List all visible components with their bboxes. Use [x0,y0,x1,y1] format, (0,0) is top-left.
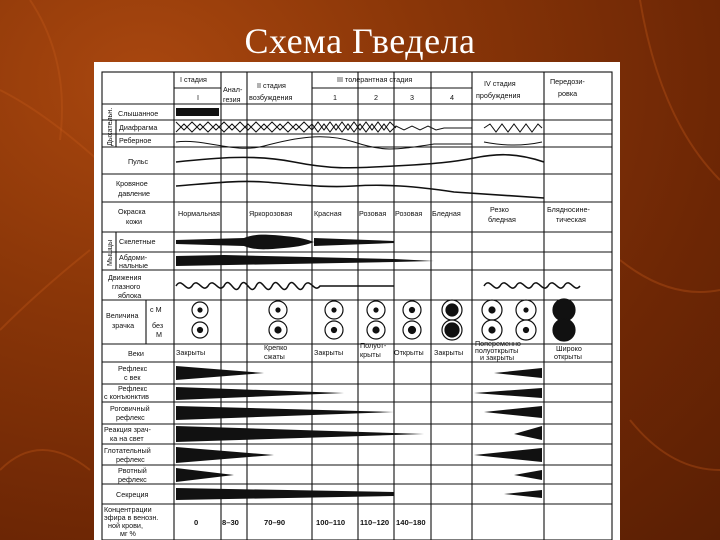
row-label-ribs: Реберное [119,136,152,145]
header-overdose-b: ровка [558,89,578,98]
header-stage4-b: пробуждения [476,91,521,100]
skeletal-muscle-bar [176,235,314,250]
light-reflex-wedge [176,426,424,442]
row-label-pupil-b: зрачка [112,321,135,330]
conj-reflex-return [474,388,542,398]
row-label-eye-c: яблока [118,291,142,300]
header-anal: Анал- [223,85,243,94]
row-label-conc-a: Концентрации [104,505,152,514]
conj-reflex-wedge [176,387,344,400]
lid-value-6: Открыты [394,348,424,357]
header-stage3-level-1: 1 [333,93,337,102]
row-label-skeletal: Скелетные [119,237,156,246]
row-label-lid-reflex-b: с век [124,373,141,382]
conc-value-0: 0 [194,518,199,527]
skin-value-1: Яркорозовая [249,209,293,218]
row-label-cough-a: Роговичный [110,404,150,413]
header-stage1-num: I [197,93,199,102]
row-label-pupil-with: с М [150,305,162,314]
row-label-pulse: Пульс [128,157,149,166]
lid-value-5: крыты [360,350,381,359]
conc-value-3: 100–110 [316,518,346,527]
lid-value-9: полуоткрыты [475,346,519,355]
lid-reflex-return [494,368,542,378]
row-label-swallow-a: Глотательный [104,446,151,455]
lid-value-4: Полуот- [360,341,387,350]
secretion-return [504,490,542,498]
header-stage3-level-4: 4 [450,93,454,102]
gvedel-scheme-table [94,62,620,540]
respiration-waves [176,122,542,149]
skin-value-9: тическая [556,215,586,224]
vomit-reflex-wedge [176,468,234,482]
lid-reflex-wedge [176,366,264,380]
row-label-light-b: ка на свет [110,434,144,443]
header-stage1: I стадия [180,75,207,84]
row-label-lid-reflex-a: Рефлекс [118,364,148,373]
vomit-reflex-return [514,470,542,480]
header-stage3: III толерантная стадия [337,75,413,84]
sighs-bar [176,108,219,116]
row-label-conj-a: Рефлекс [118,384,148,393]
pressure-curve [176,181,544,198]
cornea-reflex-wedge [176,406,394,420]
lid-value-10: и закрыты [480,353,515,362]
lid-value-11: Широко [556,344,582,353]
row-label-conj-b: с конъюнктив [104,392,149,401]
lid-value-3: Закрыты [314,348,344,357]
conc-value-4: 110–120 [360,518,390,527]
row-label-secretion: Секреция [116,490,149,499]
row-label-pressure-a: Кровяное [116,179,148,188]
cornea-reflex-return [484,406,542,418]
row-label-vomit-b: рефлекс [118,475,147,484]
header-stage3-level-2: 2 [374,93,378,102]
skeletal-muscle-taper [314,238,394,246]
row-label-eye-a: Движения [108,273,142,282]
row-label-pupil-without-b: М [156,330,162,339]
skin-value-4: Розовая [395,209,423,218]
swallow-reflex-return [474,448,542,462]
row-label-pupil-without-a: без [152,321,164,330]
row-label-conc-b: эфира в венозн. [104,513,159,522]
abdominal-muscle-bar [176,255,434,266]
row-label-conc-c: ной крови, [108,521,143,530]
eye-movement-wave-1 [176,283,394,290]
row-label-light-a: Реакция зрач- [104,425,151,434]
pulse-curve [176,155,544,168]
header-stage3-level-3: 3 [410,93,414,102]
side-label-breathing: Дыхательн. [105,107,114,146]
row-label-cough-b: рефлекс [116,413,145,422]
header-gesia: гезия [223,95,241,104]
slide-title: Схема Гведела [244,21,476,61]
conc-value-1: 8–30 [222,518,239,527]
row-label-pupil-a: Величина [106,311,139,320]
scheme-drawing [94,62,620,540]
lid-value-7: Закрыты [434,348,464,357]
row-label-eye-b: глазного [112,282,141,291]
row-label-conc-d: мг % [120,529,136,538]
skin-value-3: Розовая [359,209,387,218]
skin-value-5: Бледная [432,209,461,218]
row-label-lids: Веки [128,349,144,358]
row-label-abdominal-b: нальные [119,261,149,270]
lid-value-2: сжаты [264,352,285,361]
lid-value-1: Крепко [264,343,288,352]
row-label-skin-b: кожи [126,217,142,226]
pupil-row-without [192,319,575,341]
side-label-muscles: Мышцы [105,239,114,266]
header-overdose-a: Передози- [550,77,585,86]
eye-movement-wave-2 [484,283,580,288]
row-label-diaphragm: Диафрагма [119,123,158,132]
pupil-row-with [192,299,575,321]
skin-value-0: Нормальная [178,209,220,218]
swallow-reflex-wedge [176,447,274,463]
row-label-skin-a: Окраска [118,207,146,216]
header-stage4-a: IV стадия [484,79,516,88]
lid-value-0: Закрыты [176,348,206,357]
row-label-pressure-b: давление [118,189,151,198]
header-stage2-a: II стадия [257,81,286,90]
skin-value-7: бледная [488,215,516,224]
lid-value-12: открыты [554,352,582,361]
row-label-abdominal-a: Абдоми- [119,253,148,262]
row-label-swallow-b: рефлекс [116,455,145,464]
header-stage2-b: возбуждения [249,93,293,102]
secretion-bar [176,488,394,500]
skin-value-2: Красная [314,209,342,218]
row-label-vomit-a: Рвотный [118,466,147,475]
light-reflex-return [514,426,542,440]
lid-value-8: Попеременно [475,339,521,348]
skin-value-8: Блядносине- [547,205,590,214]
conc-value-2: 70–90 [264,518,286,527]
conc-value-5: 140–180 [396,518,426,527]
skin-value-6: Резко [490,205,509,214]
row-label-sighs: Слышанное [118,109,159,118]
